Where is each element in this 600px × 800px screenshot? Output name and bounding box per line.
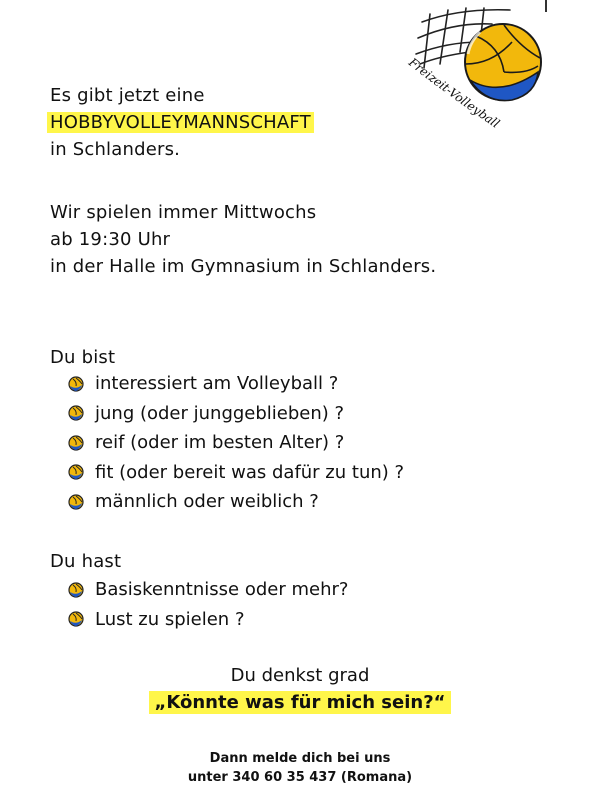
list-item-text: fit (oder bereit was dafür zu tun) ? (95, 461, 405, 483)
intro-line-3: in Schlanders. (50, 139, 181, 160)
list-item (68, 458, 404, 488)
list-item (68, 399, 404, 429)
list-item (68, 428, 404, 458)
intro-block (50, 82, 314, 163)
contact-block (0, 749, 600, 787)
list-item (68, 487, 404, 517)
closing-quote-wrap (0, 689, 600, 716)
volleyball-logo-icon (400, 2, 550, 147)
schedule-block (50, 199, 436, 280)
list-item-text: reif (oder im besten Alter) ? (95, 432, 345, 453)
du-bist-list (68, 369, 404, 517)
volleyball-bullet-icon (68, 464, 84, 480)
du-hast-list (68, 575, 348, 634)
volleyball-bullet-icon (68, 611, 84, 627)
schedule-line-3: in der Halle im Gymnasium in Schlanders. (50, 256, 437, 277)
volleyball-bullet-icon (68, 376, 84, 392)
logo-caption: Freizeit-Volleyball (406, 55, 503, 131)
list-item (68, 605, 348, 635)
list-item-text: Basiskenntnisse oder mehr? (95, 579, 349, 600)
list-item-text: jung (oder junggeblieben) ? (95, 402, 345, 424)
volleyball-bullet-icon (68, 405, 84, 421)
list-item (68, 369, 404, 399)
du-hast-heading: Du hast (50, 551, 122, 572)
schedule-line-2: ab 19:30 Uhr (50, 229, 171, 250)
list-item-text: männlich oder weiblich ? (95, 491, 319, 512)
schedule-line-1: Wir spielen immer Mittwochs (50, 202, 317, 223)
list-item-text: interessiert am Volleyball ? (95, 373, 339, 394)
list-item-text: Lust zu spielen ? (95, 608, 245, 630)
volleyball-bullet-icon (68, 435, 84, 451)
list-item (68, 575, 348, 605)
contact-line-2: unter 340 60 35 437 (Romana) (187, 770, 413, 785)
volleyball-bullet-icon (68, 494, 84, 510)
volleyball-bullet-icon (68, 582, 84, 598)
contact-line-1: Dann melde dich bei uns (209, 751, 391, 766)
closing-line: Du denkst grad (230, 665, 370, 686)
team-name-highlight: HOBBYVOLLEYMANNSCHAFT (47, 112, 314, 133)
closing-quote-highlight: „Könnte was für mich sein?“ (149, 691, 452, 714)
du-bist-heading: Du bist (50, 347, 116, 368)
intro-line-1: Es gibt jetzt eine (50, 85, 205, 106)
